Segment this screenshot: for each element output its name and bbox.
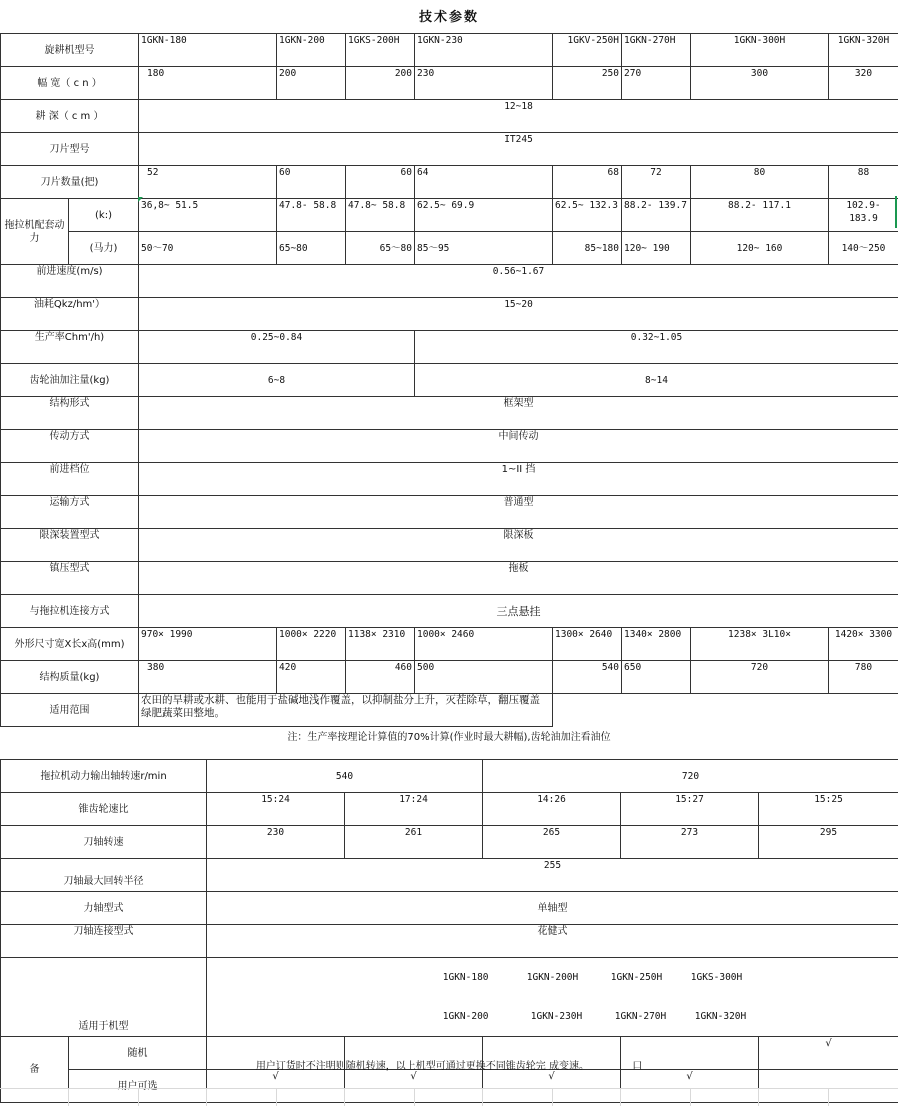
- model-cell: 1GKN-180: [139, 34, 277, 67]
- blade-model-label: 刀片型号: [1, 133, 139, 166]
- roller-label: 镇压型式: [1, 562, 139, 595]
- shaft-type-label: 力轴型式: [1, 892, 207, 925]
- with-machine-check: √: [759, 1037, 898, 1070]
- depth-limit-value: 限深板: [139, 529, 898, 562]
- fuel-label: 油耗Qkz/hm'）: [1, 298, 139, 331]
- gear-oil-cell: 6~8: [139, 364, 415, 397]
- hp-cell: 120~ 190: [622, 232, 691, 265]
- roller-value: 拖板: [139, 562, 898, 595]
- gear-value: 1~II 挡: [139, 463, 898, 496]
- blade-model-value: IT245: [139, 133, 898, 166]
- kw-cell: 47.8- 58.8: [277, 199, 346, 232]
- kw-cell: 102.9- 183.9: [829, 199, 898, 232]
- mass-cell: 720: [691, 661, 829, 694]
- hp-cell: 65～80: [346, 232, 415, 265]
- user-option-check: √: [621, 1070, 759, 1103]
- fuel-row: [1, 298, 898, 331]
- scope-row: [1, 694, 898, 727]
- hp-cell: 50～70: [139, 232, 277, 265]
- shaft-conn-row: [1, 925, 898, 958]
- bevel-cell: 17:24: [345, 793, 483, 826]
- sheet-gridline: [828, 1088, 829, 1106]
- kw-row: [1, 199, 898, 232]
- model-label: 旋耕机型号: [1, 34, 139, 67]
- speed-value: 0.56~1.67: [139, 265, 898, 298]
- mass-cell: 780: [829, 661, 898, 694]
- mass-cell: 540: [553, 661, 622, 694]
- depth-limit-label: 限深装置型式: [1, 529, 139, 562]
- width-cell: 230: [415, 67, 553, 100]
- speed-row: [1, 265, 898, 298]
- blade-count-cell: 80: [691, 166, 829, 199]
- applicable-model: 1GKS-300H: [690, 972, 743, 983]
- gear-label: 前进档位: [1, 463, 139, 496]
- transmission-row: [1, 430, 898, 463]
- cell-comment-marker: [138, 197, 143, 202]
- dims-cell: 1420× 3300: [829, 628, 898, 661]
- shaft-speed-cell: 261: [345, 826, 483, 859]
- shaft-speed-cell: 230: [207, 826, 345, 859]
- blade-model-row: [1, 133, 898, 166]
- applicable-model: 1GKN-200: [442, 1011, 489, 1022]
- hitch-row: [1, 595, 898, 628]
- applicable-model: 1GKN-250H: [610, 972, 663, 983]
- sheet-gridline: [206, 1088, 207, 1106]
- remark-label: 备: [1, 1037, 69, 1103]
- kw-label: (k:): [69, 199, 139, 232]
- transport-label: 运输方式: [1, 496, 139, 529]
- bevel-cell: 15:25: [759, 793, 898, 826]
- kw-cell: 88.2- 139.7: [622, 199, 691, 232]
- radius-value: 255: [207, 859, 898, 892]
- shaft-conn-value: 花健式: [207, 925, 898, 958]
- sheet-gridline: [620, 1088, 621, 1106]
- scope-blank: [553, 694, 898, 727]
- with-machine-label: 随机: [69, 1037, 207, 1070]
- mass-cell: 500: [415, 661, 553, 694]
- speed-label: 前进速度(m/s): [1, 265, 139, 298]
- sheet-gridline: [276, 1088, 277, 1106]
- width-label: 幅 宽（ c n ）: [1, 67, 139, 100]
- width-cell: 200: [346, 67, 415, 100]
- blade-count-cell: 60: [346, 166, 415, 199]
- pto-label: 拖拉机动力输出轴转速r/min: [1, 760, 207, 793]
- dims-cell: 1000× 2460: [415, 628, 553, 661]
- mass-row: [1, 661, 898, 694]
- sheet-gridline: [552, 1088, 553, 1106]
- hp-cell: 140～250: [829, 232, 898, 265]
- hitch-value: 三点悬挂: [139, 595, 898, 628]
- shaft-type-value: 单轴型: [207, 892, 898, 925]
- depth-row: [1, 100, 898, 133]
- hp-cell: 85～95: [415, 232, 553, 265]
- mass-cell: 460: [346, 661, 415, 694]
- bevel-cell: 14:26: [483, 793, 621, 826]
- user-option-check: √: [207, 1070, 345, 1103]
- applicable-model: 1GKN-270H: [614, 1011, 667, 1022]
- transmission-label: 传动方式: [1, 430, 139, 463]
- sheet-gridline: [68, 1088, 69, 1106]
- structure-row: [1, 397, 898, 430]
- productivity-row: [1, 331, 898, 364]
- blade-count-cell: 72: [622, 166, 691, 199]
- shaft-speed-cell: 265: [483, 826, 621, 859]
- shaft-speed-label: 刀轴转速: [1, 826, 207, 859]
- hp-row: [1, 232, 898, 265]
- kw-cell: 36,8~ 51.5: [139, 199, 277, 232]
- order-note: [0, 1057, 898, 1072]
- radius-row: [1, 859, 898, 892]
- width-cell: 200: [277, 67, 346, 100]
- user-option-check: √: [345, 1070, 483, 1103]
- sheet-gridline: [138, 1088, 139, 1106]
- blade-count-cell: 64: [415, 166, 553, 199]
- bevel-cell: 15:27: [621, 793, 759, 826]
- order-note-box: 口: [632, 1061, 643, 1072]
- sheet-gridline: [482, 1088, 483, 1106]
- applicable-models: [207, 958, 898, 1037]
- dims-label: 外形尺寸宽X长x高(mm): [1, 628, 139, 661]
- structure-value: 框架型: [139, 397, 898, 430]
- hp-label: (马力): [69, 232, 139, 265]
- width-cell: 270: [622, 67, 691, 100]
- applicable-model: 1GKN-200H: [526, 972, 579, 983]
- roller-row: [1, 562, 898, 595]
- applicable-model: 1GKN-180: [442, 972, 489, 983]
- gear-row: [1, 463, 898, 496]
- mass-cell: 650: [622, 661, 691, 694]
- width-row: [1, 67, 898, 100]
- gear-oil-label: 齿轮油加注量(kg): [1, 364, 139, 397]
- shaft-type-row: [1, 892, 898, 925]
- transport-row: [1, 496, 898, 529]
- model-cell: 1GKN-320H: [829, 34, 898, 67]
- sheet-gridline: [758, 1088, 759, 1106]
- gear-oil-row: [1, 364, 898, 397]
- model-cell: 1GKN-230: [415, 34, 553, 67]
- mass-cell: 420: [277, 661, 346, 694]
- scope-value: 农田的旱耕或水耕、也能用于盐碱地浅作覆盖，以抑制盐分上升，灭茬除草，翻压覆盖绿肥蔬菜田整地。: [139, 694, 553, 727]
- productivity-note: 注：生产率按理论计算值的70%计算(作业时最大耕幅),齿轮油加注看油位: [287, 732, 611, 743]
- width-cell: 300: [691, 67, 829, 100]
- user-option-check: √: [483, 1070, 621, 1103]
- width-cell: 320: [829, 67, 898, 100]
- shaft-speed-cell: 273: [621, 826, 759, 859]
- tractor-power-label: 拖拉机配套动力: [1, 199, 69, 265]
- dims-cell: 1238× 3L10×: [691, 628, 829, 661]
- pto-row: [1, 760, 898, 793]
- kw-cell: 88.2- 117.1: [691, 199, 829, 232]
- hp-cell: 65~80: [277, 232, 346, 265]
- model-row: [1, 34, 898, 67]
- sheet-gridline: [0, 1088, 898, 1089]
- transport-value: 普通型: [139, 496, 898, 529]
- spec-table: [0, 33, 898, 727]
- shaft-speed-row: [1, 826, 898, 859]
- dims-cell: 1340× 2800: [622, 628, 691, 661]
- blade-count-label: 刀片数量(把): [1, 166, 139, 199]
- scope-label: 适用范围: [1, 694, 139, 727]
- gear-oil-cell: 8~14: [415, 364, 898, 397]
- bevel-cell: 15:24: [207, 793, 345, 826]
- bevel-label: 锥齿轮速比: [1, 793, 207, 826]
- productivity-cell: 0.25~0.84: [139, 331, 415, 364]
- user-option-label: 用户可选: [69, 1070, 207, 1103]
- blade-count-row: [1, 166, 898, 199]
- width-cell: 180: [139, 67, 277, 100]
- mass-cell: 380: [139, 661, 277, 694]
- dims-row: [1, 628, 898, 661]
- dims-cell: 1138× 2310: [346, 628, 415, 661]
- fuel-value: 15~20: [139, 298, 898, 331]
- structure-label: 结构形式: [1, 397, 139, 430]
- radius-label: 刀轴最大回转半径: [1, 859, 207, 892]
- width-cell: 250: [553, 67, 622, 100]
- productivity-label: 生产率Chm'/h): [1, 331, 139, 364]
- blade-count-cell: 88: [829, 166, 898, 199]
- sheet-gridline: [344, 1088, 345, 1106]
- kw-cell: 62.5~ 69.9: [415, 199, 553, 232]
- hp-cell: 85~180: [553, 232, 622, 265]
- depth-value: 12~18: [139, 100, 898, 133]
- applicable-line: [397, 958, 896, 997]
- blade-count-cell: 68: [553, 166, 622, 199]
- pto-table: [0, 759, 898, 1103]
- dims-cell: 1300× 2640: [553, 628, 622, 661]
- productivity-cell: 0.32~1.05: [415, 331, 898, 364]
- shaft-conn-label: 刀轴连接型式: [1, 925, 207, 958]
- sheet-gridline: [690, 1088, 691, 1106]
- model-cell: 1GKS-200H: [346, 34, 415, 67]
- model-cell: 1GKN-200: [277, 34, 346, 67]
- depth-limit-row: [1, 529, 898, 562]
- applicable-row: [1, 958, 898, 1037]
- order-note-text: 用户订货时不注明则随机转速，以上机型可通过更换不同锥齿轮完 成变速。: [255, 1061, 589, 1072]
- shaft-speed-cell: 295: [759, 826, 898, 859]
- bevel-row: [1, 793, 898, 826]
- kw-cell: 62.5~ 132.3: [553, 199, 622, 232]
- hp-cell: 120~ 160: [691, 232, 829, 265]
- kw-cell: 47.8~ 58.8: [346, 199, 415, 232]
- depth-label: 耕 深（ c m ）: [1, 100, 139, 133]
- model-cell: 1GKN-300H: [691, 34, 829, 67]
- transmission-value: 中间传动: [139, 430, 898, 463]
- blade-count-cell: 60: [277, 166, 346, 199]
- applicable-model: 1GKN-230H: [530, 1011, 583, 1022]
- model-cell: 1GKN-270H: [622, 34, 691, 67]
- dims-cell: 1000× 2220: [277, 628, 346, 661]
- user-option-row: [1, 1070, 898, 1103]
- mass-label: 结构质量(kg): [1, 661, 139, 694]
- selection-edge: [895, 196, 897, 228]
- blade-count-cell: 52: [139, 166, 277, 199]
- dims-cell: 970× 1990: [139, 628, 277, 661]
- applicable-label: 适用于机型: [1, 958, 207, 1037]
- pto-cell: 720: [483, 760, 898, 793]
- applicable-model: 1GKN-320H: [694, 1011, 747, 1022]
- hitch-label: 与拖拉机连接方式: [1, 595, 139, 628]
- page-title: 技术参数: [418, 10, 479, 25]
- pto-cell: 540: [207, 760, 483, 793]
- model-cell: 1GKV-250H: [553, 34, 622, 67]
- applicable-line: [397, 997, 896, 1036]
- sheet-gridline: [414, 1088, 415, 1106]
